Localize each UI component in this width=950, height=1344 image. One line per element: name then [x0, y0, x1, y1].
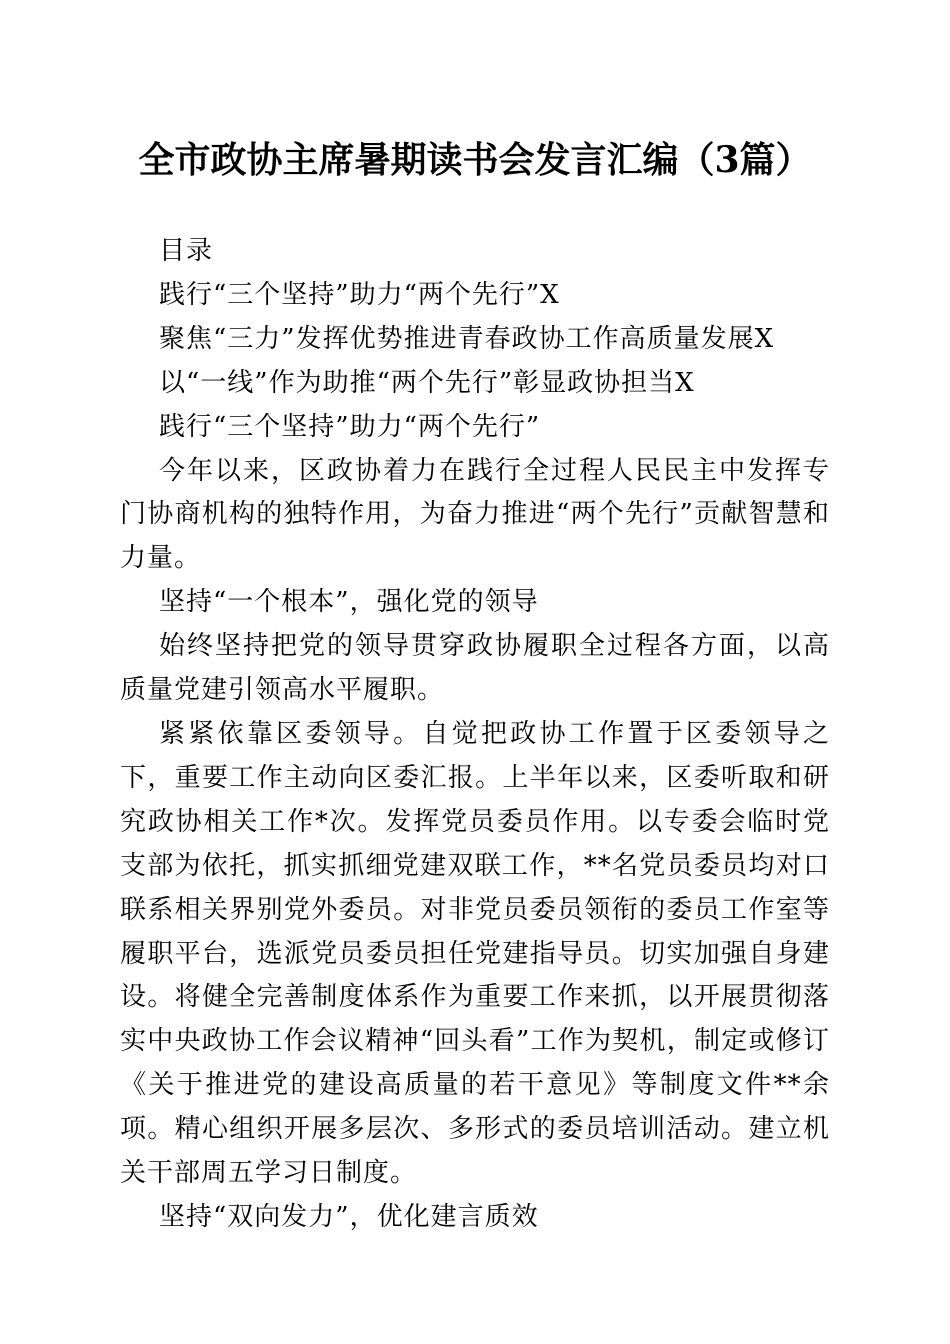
section-heading: 坚持“双向发力”，优化建言质效	[159, 1201, 539, 1232]
document-body	[120, 230, 830, 1240]
article-title: 践行“三个坚持”助力“两个先行”	[159, 411, 541, 442]
section-lead: 始终坚持把党的领导贯穿政协履职全过程各方面，以高质量党建引领高水平履职。	[120, 631, 830, 706]
toc-item: 以“一线”作为助推“两个先行”彰显政协担当X	[159, 367, 695, 398]
toc-heading: 目录	[159, 236, 214, 266]
toc-item: 聚焦“三力”发挥优势推进青春政协工作高质量发展X	[159, 323, 775, 354]
document-title: 全市政协主席暑期读书会发言汇编（3篇）	[138, 139, 812, 181]
section-heading: 坚持“一个根本”，强化党的领导	[159, 587, 539, 618]
toc-item: 践行“三个坚持”助力“两个先行”X	[159, 279, 560, 310]
article-intro: 今年以来，区政协着力在践行全过程人民民主中发挥专门协商机构的独特作用，为奋力推进“两个先行”贡献智慧和力量。	[120, 455, 830, 574]
section-body: 紧紧依靠区委领导。自觉把政协工作置于区委领导之下，重要工作主动向区委汇报。上半年以来，区委听取和研究政协相关工作*次。发挥党员委员作用。以专委会临时党支部为依托，抓实抓细党建双联工作，**名党员委员均对口联系相关界别党外委员。对非党员委员领衔的委员工作室等履职平台，选派党员委员担任党建指导员。切实加强自身建设。将健全完善制度体系作为重要工作来抓，以开展贯彻落实中央政协工作会议精神“回头看”工作为契机，制定或修订《关于推进党的建设高质量的若干意见》等制度文件**余项。精心组织开展多层次、多形式的委员培训活动。建立机关干部周五学习日制度。	[120, 718, 830, 1189]
